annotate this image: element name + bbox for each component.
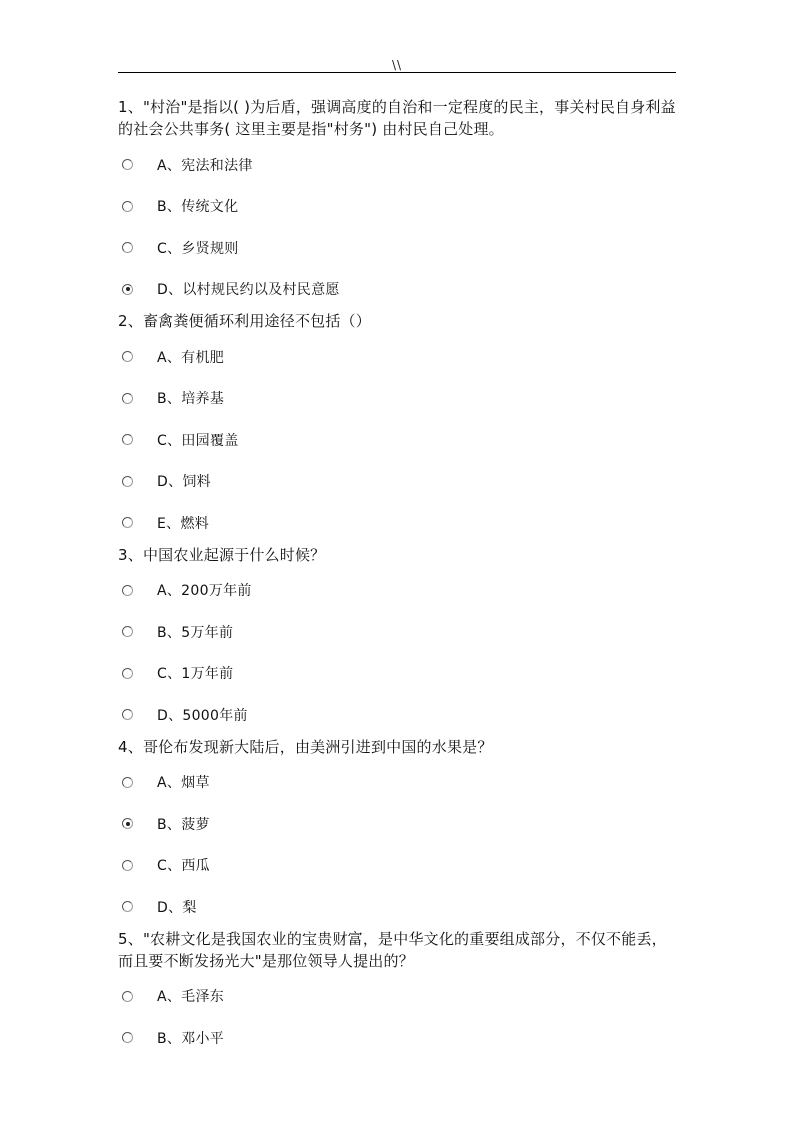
option-label: C、乡贤规则 bbox=[157, 240, 239, 257]
option-label: B、培养基 bbox=[157, 391, 225, 408]
radio-button[interactable] bbox=[122, 476, 133, 487]
option[interactable] bbox=[118, 419, 678, 461]
option-label: B、5万年前 bbox=[157, 624, 234, 641]
option-label: C、西瓜 bbox=[157, 858, 210, 875]
radio-button[interactable] bbox=[122, 393, 133, 404]
radio-button[interactable] bbox=[122, 777, 133, 788]
option[interactable] bbox=[118, 570, 678, 612]
question-text: 5、"农耕文化是我国农业的宝贵财富，是中华文化的重要组成部分，不仅不能丢，而且要不断发扬光大"是那位领导人提出的？ bbox=[118, 929, 667, 970]
radio-button[interactable] bbox=[122, 668, 133, 679]
option-label: E、燃料 bbox=[157, 515, 210, 532]
question-5 bbox=[118, 928, 678, 1059]
option-label: D、梨 bbox=[157, 899, 197, 916]
radio-button[interactable] bbox=[122, 284, 133, 295]
option-label: A、200万年前 bbox=[157, 583, 252, 600]
option[interactable] bbox=[118, 762, 678, 804]
option-label: C、1万年前 bbox=[157, 666, 234, 683]
option-label: A、宪法和法律 bbox=[157, 157, 253, 174]
question-text: 1、"村治"是指以( )为后盾，强调高度的自治和一定程度的民主，事关村民自身利益的社会公共事务( 这里主要是指"村务") 由村民自己处理。 bbox=[118, 98, 676, 138]
question-text: 2、畜禽粪便循环利用途径不包括（） bbox=[118, 312, 371, 330]
option[interactable] bbox=[118, 461, 678, 503]
radio-button[interactable] bbox=[122, 434, 133, 445]
header-rule bbox=[118, 72, 676, 73]
option[interactable] bbox=[118, 886, 678, 928]
question-list bbox=[118, 96, 678, 1059]
option-label: A、有机肥 bbox=[157, 349, 225, 366]
option[interactable] bbox=[118, 336, 678, 378]
radio-button[interactable] bbox=[122, 351, 133, 362]
option[interactable] bbox=[118, 269, 678, 311]
question-2 bbox=[118, 310, 678, 544]
question-text: 4、哥伦布发现新大陆后，由美洲引进到中国的水果是？ bbox=[118, 737, 493, 756]
option-label: A、烟草 bbox=[157, 775, 210, 792]
question-text: 3、中国农业起源于什么时候？ bbox=[118, 545, 326, 564]
option[interactable] bbox=[118, 378, 678, 420]
option[interactable] bbox=[118, 186, 678, 228]
option[interactable] bbox=[118, 1017, 678, 1059]
header-mark: \\ bbox=[391, 58, 403, 72]
option[interactable] bbox=[118, 803, 678, 845]
radio-button[interactable] bbox=[122, 585, 133, 596]
radio-button[interactable] bbox=[122, 201, 133, 212]
option[interactable] bbox=[118, 611, 678, 653]
radio-button[interactable] bbox=[122, 991, 133, 1002]
option[interactable] bbox=[118, 502, 678, 544]
radio-button[interactable] bbox=[122, 1032, 133, 1043]
option-label: C、田园覆盖 bbox=[157, 432, 239, 449]
option[interactable] bbox=[118, 976, 678, 1018]
option-label: D、5000年前 bbox=[157, 707, 248, 724]
option[interactable] bbox=[118, 227, 678, 269]
question-4 bbox=[118, 736, 678, 928]
radio-button[interactable] bbox=[122, 242, 133, 253]
question-1 bbox=[118, 96, 678, 310]
radio-button[interactable] bbox=[122, 709, 133, 720]
option-label: A、毛泽东 bbox=[157, 989, 225, 1006]
radio-button[interactable] bbox=[122, 159, 133, 170]
question-3 bbox=[118, 544, 678, 736]
radio-button[interactable] bbox=[122, 818, 133, 829]
option-label: D、以村规民约以及村民意愿 bbox=[157, 282, 340, 299]
radio-button[interactable] bbox=[122, 901, 133, 912]
option-label: B、邓小平 bbox=[157, 1030, 225, 1047]
option[interactable] bbox=[118, 653, 678, 695]
radio-button[interactable] bbox=[122, 517, 133, 528]
radio-button[interactable] bbox=[122, 860, 133, 871]
option[interactable] bbox=[118, 144, 678, 186]
option[interactable] bbox=[118, 694, 678, 736]
option[interactable] bbox=[118, 845, 678, 887]
option-label: B、菠萝 bbox=[157, 816, 210, 833]
option-label: B、传统文化 bbox=[157, 199, 239, 216]
radio-button[interactable] bbox=[122, 626, 133, 637]
option-label: D、饲料 bbox=[157, 474, 211, 491]
